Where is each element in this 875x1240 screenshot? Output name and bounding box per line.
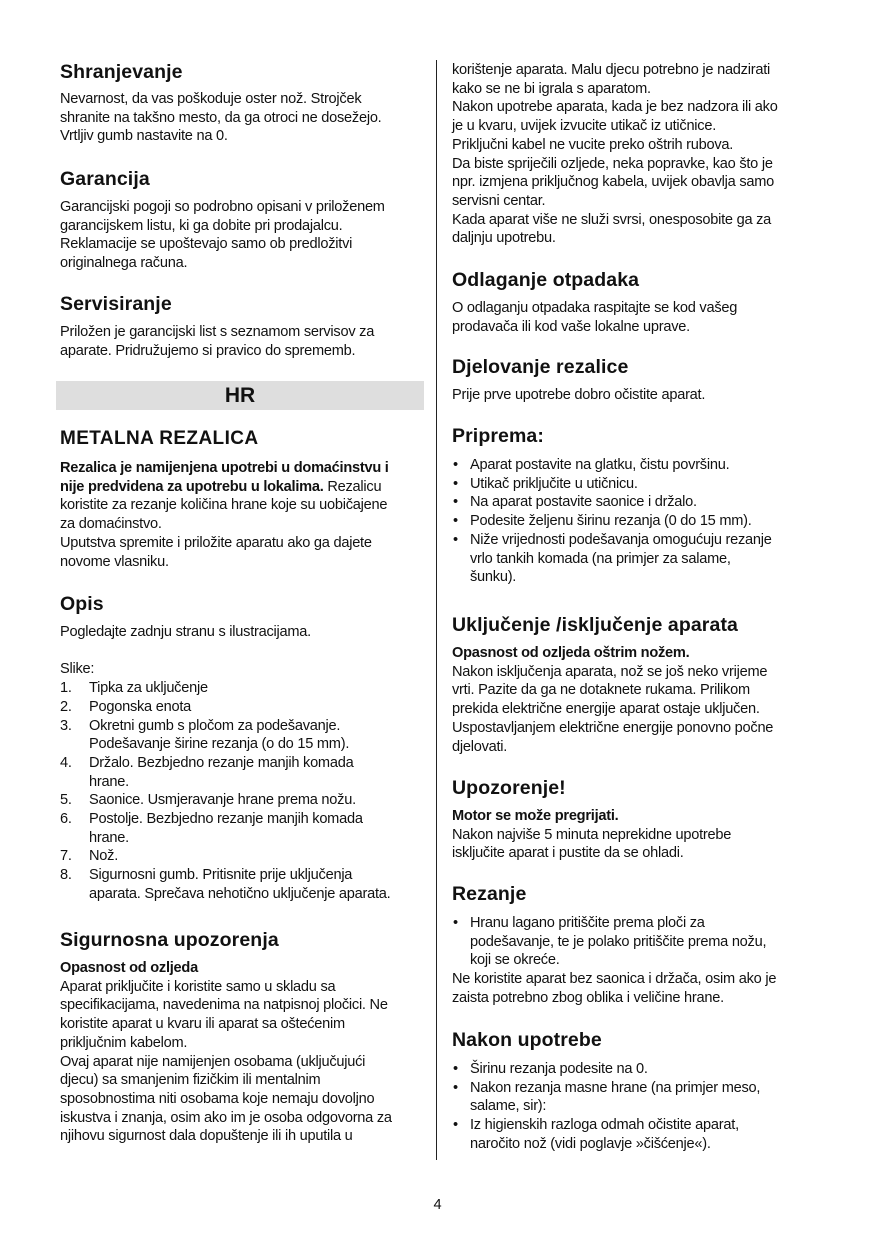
section-opis — [60, 592, 422, 904]
section-priprema — [452, 424, 822, 587]
list-item: • Širinu rezanja podesite na 0. — [453, 1061, 648, 1077]
list-item: • Na aparat postavite saonice i držalo. — [453, 494, 697, 511]
heading-opis: Opis — [60, 593, 104, 615]
text-line: korištenje aparata. Malu djecu potrebno je nadzirati — [452, 62, 770, 78]
list-item: 3. Okretni gumb s pločom za podešavanje. Podešavanje širine rezanja (o do 15 mm). — [60, 717, 350, 753]
list-item: 5. Saonice. Usmjeravanje hrane prema nožu. — [60, 792, 356, 809]
text-line: specifikacijama, navedenima na natpisnoj pločici. Ne — [60, 997, 388, 1014]
text-line: Kada aparat više ne služi svrsi, onesposobite ga za — [452, 211, 772, 228]
list-item: 1. Tipka za uključenje — [60, 680, 208, 697]
page-number: 4 — [433, 1197, 442, 1213]
text-line: djecu) sa smanjenim fizičkim ili mentalnim — [60, 1072, 321, 1089]
rezanje-list — [452, 914, 822, 970]
section-shranjevanje — [60, 60, 422, 146]
text-line: O odlaganju otpadaka raspitajte se kod vašeg — [452, 300, 738, 316]
text-line: shranite na takšno mesto, da ga otroci ne dosežejo. — [60, 109, 382, 126]
section-nakon-upotrebe — [452, 1028, 822, 1154]
column-divider — [436, 60, 437, 1160]
text-line: za domaćinstvo. — [60, 516, 162, 533]
list-item: • Podesite željenu širinu rezanja (0 do 15 mm). — [453, 513, 752, 530]
heading-upozorenje: Upozorenje! — [452, 777, 566, 799]
heading-djelovanje: Djelovanje rezalice — [452, 356, 629, 378]
text-line: isključite aparat i pustite da se ohladi. — [452, 845, 684, 862]
text-line: iskustva i znanja, osim ako im je osoba odgovorna za — [60, 1109, 392, 1126]
text-line: npr. izmjena priključnog kabela, uvijek obavlja samo — [452, 174, 775, 191]
text-line: novome vlasniku. — [60, 553, 169, 570]
text-line: Vrtljiv gumb nastavite na 0. — [60, 128, 228, 145]
text-line: njihovu sigurnost dala dopuštenje ili ih uputila u — [60, 1128, 353, 1145]
section-metalna-rezalica — [60, 427, 422, 571]
list-item: 2. Pogonska enota — [60, 698, 191, 715]
heading-rezanje: Rezanje — [452, 883, 527, 905]
text-line: Priključni kabel ne vucite preko oštrih rubova. — [452, 136, 734, 153]
text-line: vrti. Pazite da ga ne dotaknete rukama. Prilikom — [452, 682, 750, 699]
heading-servisiranje: Servisiranje — [60, 293, 172, 315]
section-sigurnosna-upozorenja — [60, 928, 422, 1146]
heading-sigurnosna-upozorenja: Sigurnosna upozorenja — [60, 929, 279, 951]
text-line: zaista potrebno zbog oblika i veličine hrane. — [452, 989, 724, 1006]
section-garancija — [60, 167, 422, 273]
text-line: Nakon isključenja aparata, nož se još neko vrijeme — [452, 663, 768, 680]
text-line-bold: Rezalica je namijenjena upotrebi u domaćinstvu i — [60, 460, 389, 476]
section-upozorenje — [452, 776, 822, 863]
heading-shranjevanje: Shranjevanje — [60, 61, 183, 83]
section-servisiranje — [60, 292, 422, 360]
text-line: Nevarnost, da vas poškoduje oster nož. Strojček — [60, 91, 362, 107]
text-line: Pogledajte zadnju stranu s ilustracijama. — [60, 624, 311, 640]
text-line: prodavača ili kod vaše lokalne uprave. — [452, 318, 690, 335]
text-line: aparate. Pridružujemo si pravico do sprememb. — [60, 342, 356, 359]
text-line: koristite za rezanje količina hrane koje su uobičajene — [60, 497, 388, 514]
text-line: Garancijski pogoji so podrobno opisani v priloženem — [60, 199, 385, 215]
list-item: • Aparat postavite na glatku, čistu površinu. — [453, 457, 730, 473]
list-item: 6. Postolje. Bezbjedno rezanje manjih komada hrane. — [60, 811, 363, 846]
text-line: Prije prve upotrebe dobro očistite aparat. — [452, 387, 706, 403]
heading-garancija: Garancija — [60, 168, 150, 190]
text-line: sposobnostima niti osobama koje nemaju dovoljno — [60, 1090, 375, 1107]
text-line: je u kvaru, uvijek izvucite utikač iz utičnice. — [452, 118, 717, 135]
text-line: Uspostavljanjem električne energije ponovno počne — [452, 719, 774, 736]
text-line: koristite aparat u kvaru ili aparat sa oštećenim — [60, 1016, 345, 1033]
language-band: HR — [56, 381, 424, 410]
heading-metalna-rezalica: METALNA REZALICA — [60, 428, 259, 449]
text-line: Da biste spriječili ozljede, neka popravke, kao što je — [452, 155, 773, 172]
subheading: Motor se može pregrijati. — [452, 808, 619, 824]
priprema-list — [452, 456, 822, 587]
heading-priprema: Priprema: — [452, 425, 544, 447]
list-item: • Nakon rezanja masne hrane (na primjer meso, salame, sir): — [453, 1079, 761, 1115]
text-line-tail: Rezalicu — [323, 478, 382, 495]
text-line: Ne koristite aparat bez saonica i držača, osim ako je — [452, 971, 777, 988]
text-line: prekida električne energije aparat ostaje uključen. — [452, 701, 760, 718]
figures-list — [60, 679, 422, 903]
heading-ukljucenje: Uključenje /isključenje aparata — [452, 614, 738, 636]
text-line-bold: nije predvidena za upotrebu u lokalima. — [60, 478, 324, 495]
list-item: 7. Nož. — [60, 848, 119, 865]
section-djelovanje — [452, 355, 822, 405]
text-line: Reklamacije se upoštevajo samo ob predložitvi — [60, 236, 353, 253]
section-rezanje — [452, 882, 822, 1008]
text-line: Aparat priključite i koristite samo u skladu sa — [60, 978, 336, 995]
text-line: Uputstva spremite i priložite aparatu ako ga dajete — [60, 534, 372, 551]
heading-odlaganje: Odlaganje otpadaka — [452, 269, 640, 291]
text-line: kako se ne bi igrala s aparatom. — [452, 80, 651, 97]
list-item: 4. Držalo. Bezbjedno rezanje manjih komada hrane. — [60, 754, 354, 790]
section-ukljucenje — [452, 613, 822, 756]
text-line: Ovaj aparat nije namijenjen osobama (uključujući — [60, 1053, 366, 1070]
text-line: Priložen je garancijski list s seznamom servisov za — [60, 324, 375, 340]
subheading: Opasnost od ozljeda oštrim nožem. — [452, 645, 690, 661]
nakon-list — [452, 1060, 822, 1154]
text-line: djelovati. — [452, 738, 508, 755]
text-line: priključnim kabelom. — [60, 1034, 188, 1051]
text-line: Nakon najviše 5 minuta neprekidne upotrebe — [452, 826, 732, 843]
heading-nakon-upotrebe: Nakon upotrebe — [452, 1029, 602, 1051]
text-line: Nakon upotrebe aparata, kada je bez nadzora ili ako — [452, 99, 778, 116]
list-item: • Hranu lagano pritiščite prema ploči za podešavanje, te je polako pritiščite prema nožu, koji se okreće. — [453, 915, 767, 969]
figures-label: Slike: — [60, 661, 95, 678]
subheading: Opasnost od ozljeda — [60, 960, 198, 976]
list-item: • Utikač priključite u utičnicu. — [453, 475, 638, 492]
list-item: • Niže vrijednosti podešavanja omogućuju rezanje vrlo tankih komada (na primjer za salame, šunku). — [453, 531, 772, 586]
list-item: 8. Sigurnosni gumb. Pritisnite prije uključenja aparata. Sprečava nehotično uključenje aparata. — [60, 867, 391, 902]
section-continuation — [452, 61, 822, 248]
text-line: daljnju upotrebu. — [452, 230, 556, 247]
text-line: garancijskem listu, ki ga dobite pri prodajalcu. — [60, 217, 343, 234]
section-odlaganje — [452, 268, 822, 336]
text-line: originalnega računa. — [60, 255, 188, 272]
text-line: servisni centar. — [452, 192, 546, 209]
list-item: • Iz higienskih razloga odmah očistite aparat, naročito nož (vidi poglavje »čišćenje«). — [453, 1117, 739, 1152]
